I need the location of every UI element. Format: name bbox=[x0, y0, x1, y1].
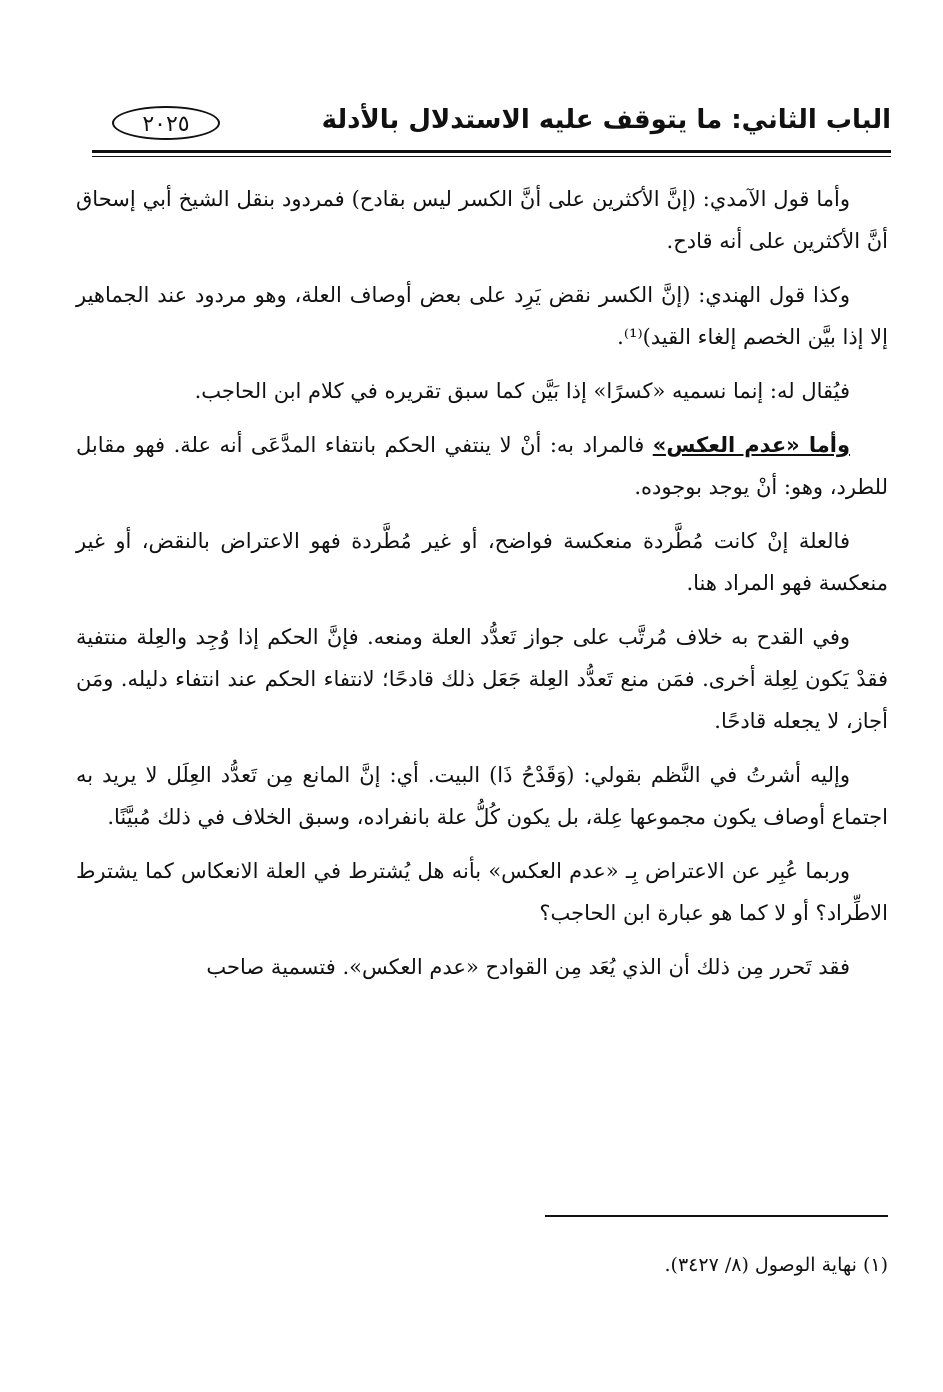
chapter-title: الباب الثاني: ما يتوقف عليه الاستدلال بالأدلة bbox=[321, 105, 891, 135]
paragraph: وفي القدح به خلاف مُرتَّب على جواز تَعدُّد العلة ومنعه. فإنَّ الحكم إذا وُجِد والعِلة منتفية فقدْ يَكون لِعِلة أخرى. فمَن منع تَعدُّد العِلة جَعَل ذلك قادحًا؛ لانتفاء الحكم عند انتفاء دليله. ومَن أجاز، لا يجعله قادحًا. bbox=[76, 625, 888, 733]
paragraph: فقد تَحرر مِن ذلك أن الذي يُعَد مِن القوادح «عدم العكس». فتسمية صاحب bbox=[206, 955, 850, 979]
header-rule-thick bbox=[92, 150, 891, 153]
paragraph: وربما عُبِر عن الاعتراض بِـ «عدم العكس» بأنه هل يُشترط في العلة الانعكاس كما يشترط الاطِّراد؟ أو لا كما هو عبارة ابن الحاجب؟ bbox=[76, 859, 888, 925]
paragraph: فيُقال له: إنما نسميه «كسرًا» إذا بَيَّن كما سبق تقريره في كلام ابن الحاجب. bbox=[194, 379, 850, 403]
paragraph bbox=[76, 424, 888, 508]
paragraph: وإليه أشرتُ في النَّظم بقولي: (وَقَدْحُ ذَا) البيت. أي: إنَّ المانع مِن تَعدُّد العِلَل لا يريد به اجتماع أوصاف يكون مجموعها عِلة، بل يكون كُلُّ علة بانفراده، وسبق الخلاف في ذلك مُبيَّنًا. bbox=[76, 763, 888, 829]
paragraph: فالعلة إنْ كانت مُطَّردة منعكسة فواضح، أو غير مُطَّردة فهو الاعتراض بالنقض، أو غير منعكسة فهو المراد هنا. bbox=[76, 529, 888, 595]
section-lead-heading: وأما «عدم العكس» bbox=[652, 433, 850, 457]
paragraph-text: فالمراد به: أنْ لا ينتفي الحكم بانتفاء المدَّعَى أنه علة. فهو مقابل للطرد، وهو: أنْ يوجد بوجوده. bbox=[76, 433, 888, 499]
main-text bbox=[76, 178, 888, 1000]
footnote-divider bbox=[545, 1215, 888, 1217]
page-header bbox=[92, 96, 891, 146]
page-number-badge: ٢٠٢٥ bbox=[112, 106, 220, 140]
footnote: (١) نهاية الوصول (٨/ ٣٤٢٧). bbox=[664, 1254, 888, 1276]
paragraph: وكذا قول الهندي: (إنَّ الكسر نقض يَرِد على بعض أوصاف العلة، وهو مردود عند الجماهير إلا إذا بيَّن الخصم إلغاء القيد)⁽¹⁾. bbox=[76, 283, 888, 349]
header-rule-thin bbox=[92, 156, 891, 157]
paragraph: وأما قول الآمدي: (إنَّ الأكثرين على أنَّ الكسر ليس بقادح) فمردود بنقل الشيخ أبي إسحاق أنَّ الأكثرين على أنه قادح. bbox=[76, 187, 888, 253]
